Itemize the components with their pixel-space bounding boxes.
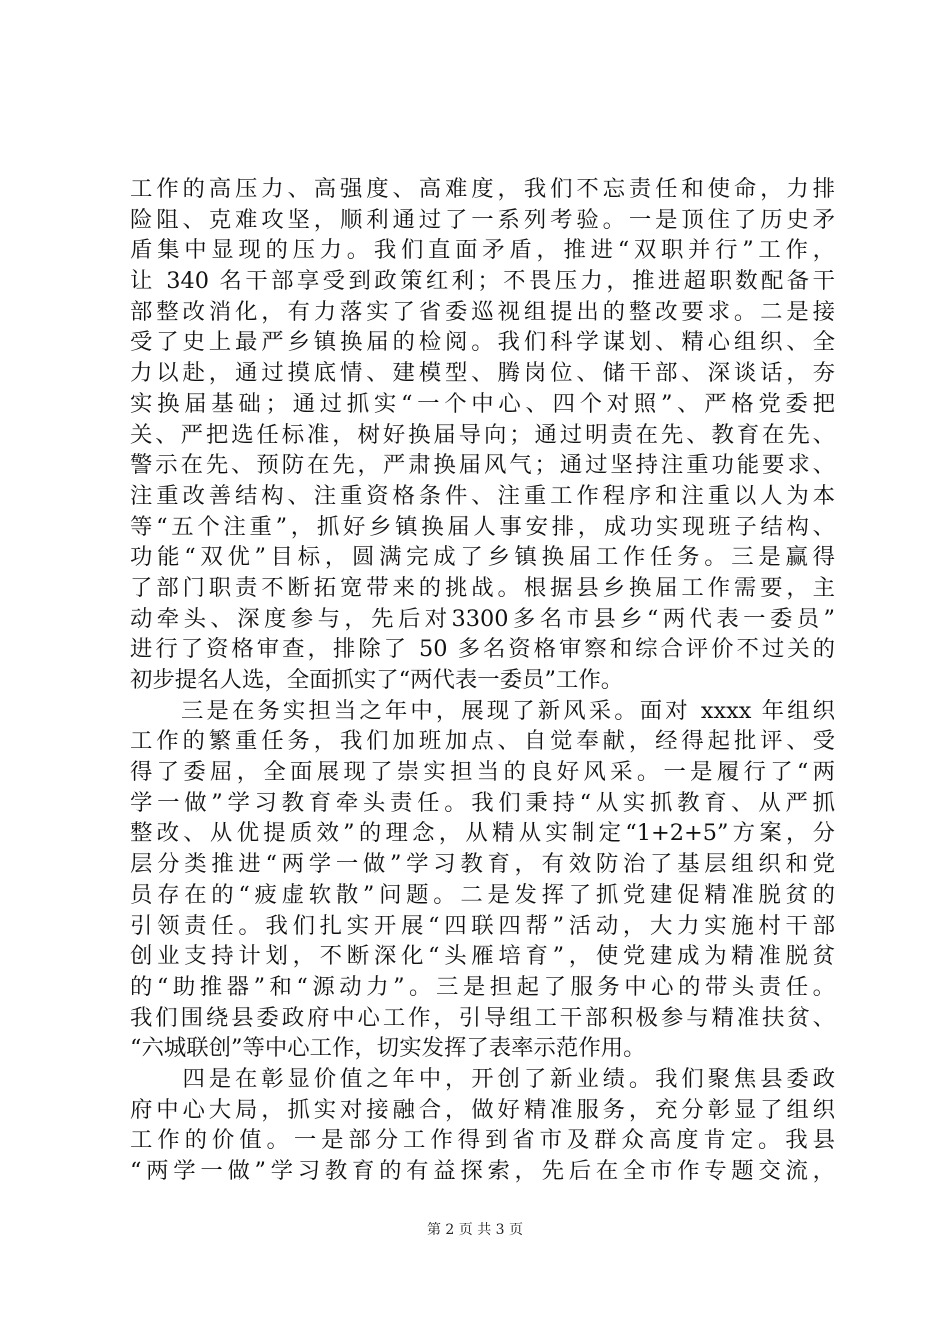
text-line: 三是在务实担当之年中，展现了新风采。面对 xxxx 年组织: [130, 697, 835, 724]
text-line: 得了委屈，全面展现了崇实担当的良好风采。一是履行了“两: [130, 759, 835, 786]
text-line: 四是在彰显价值之年中，开创了新业绩。我们聚焦县委政: [130, 1065, 835, 1092]
text-line: 等“五个注重”，抓好乡镇换届人事安排，成功实现班子结构、: [130, 513, 835, 540]
text-line: 部整改消化，有力落实了省委巡视组提出的整改要求。二是接: [130, 298, 835, 325]
text-line: 力以赴，通过摸底情、建模型、腾岗位、储干部、深谈话，夯: [130, 360, 835, 387]
text-line: 盾集中显现的压力。我们直面矛盾，推进“双职并行”工作，: [130, 237, 835, 264]
text-line: 引领责任。我们扎实开展“四联四帮”活动，大力实施村干部: [130, 912, 835, 939]
text-line: 学一做”学习教育牵头责任。我们秉持“从实抓教育、从严抓: [130, 789, 835, 816]
text-line: “六城联创”等中心工作，切实发挥了表率示范作用。: [130, 1035, 646, 1062]
text-line: 警示在先、预防在先，严肃换届风气；通过坚持注重功能要求、: [130, 452, 835, 479]
text-line: 关、严把选任标准，树好换届导向；通过明责在先、教育在先、: [130, 421, 835, 448]
text-line: 动牵头、深度参与，先后对3300多名市县乡“两代表一委员”: [130, 605, 835, 632]
text-line: 我们围绕县委政府中心工作，引导组工干部积极参与精准扶贫、: [130, 1004, 835, 1031]
page-footer: 第 2 页 共 3 页: [426, 1222, 524, 1238]
text-line: “两学一做”学习教育的有益探索，先后在全市作专题交流，: [130, 1158, 835, 1184]
text-line: 层分类推进“两学一做”学习教育，有效防治了基层组织和党: [130, 851, 835, 878]
text-line: 险阻、克难攻坚，顺利通过了一系列考验。一是顶住了历史矛: [130, 206, 835, 233]
text-line: 受了史上最严乡镇换届的检阅。我们科学谋划、精心组织、全: [130, 329, 835, 356]
body-text: [130, 174, 835, 1187]
text-line: 初步提名人选，全面抓实了“两代表一委员”工作。: [130, 667, 624, 693]
text-line: 工作的高压力、高强度、高难度，我们不忘责任和使命，力排: [130, 176, 835, 202]
text-line: 工作的价值。一是部分工作得到省市及群众高度肯定。我县: [130, 1127, 835, 1154]
text-line: 了部门职责不断拓宽带来的挑战。根据县乡换届工作需要，主: [130, 574, 835, 601]
text-line: 员存在的“疲虚软散”问题。二是发挥了抓党建促精准脱贫的: [130, 881, 835, 908]
text-line: 功能“双优”目标，圆满完成了乡镇换届工作任务。三是赢得: [130, 544, 835, 571]
text-line: 整改、从优提质效”的理念，从精从实制定“1+2+5”方案，分: [130, 820, 835, 847]
text-line: 进行了资格审查，排除了 50 多名资格审察和综合评价不过关的: [130, 636, 835, 663]
text-line: 工作的繁重任务，我们加班加点、自觉奉献，经得起批评、受: [130, 728, 835, 755]
text-line: 创业支持计划，不断深化“头雁培育”，使党建成为精准脱贫: [130, 943, 835, 970]
text-line: 府中心大局，抓实对接融合，做好精准服务，充分彰显了组织: [130, 1096, 835, 1123]
text-line: 让 340 名干部享受到政策红利；不畏压力，推进超职数配备干: [130, 268, 835, 295]
text-line: 实换届基础；通过抓实“一个中心、四个对照”、严格党委把: [130, 390, 835, 417]
text-line: 注重改善结构、注重资格条件、注重工作程序和注重以人为本: [130, 482, 835, 509]
text-line: 的“助推器”和“源动力”。三是担起了服务中心的带头责任。: [130, 973, 835, 1000]
